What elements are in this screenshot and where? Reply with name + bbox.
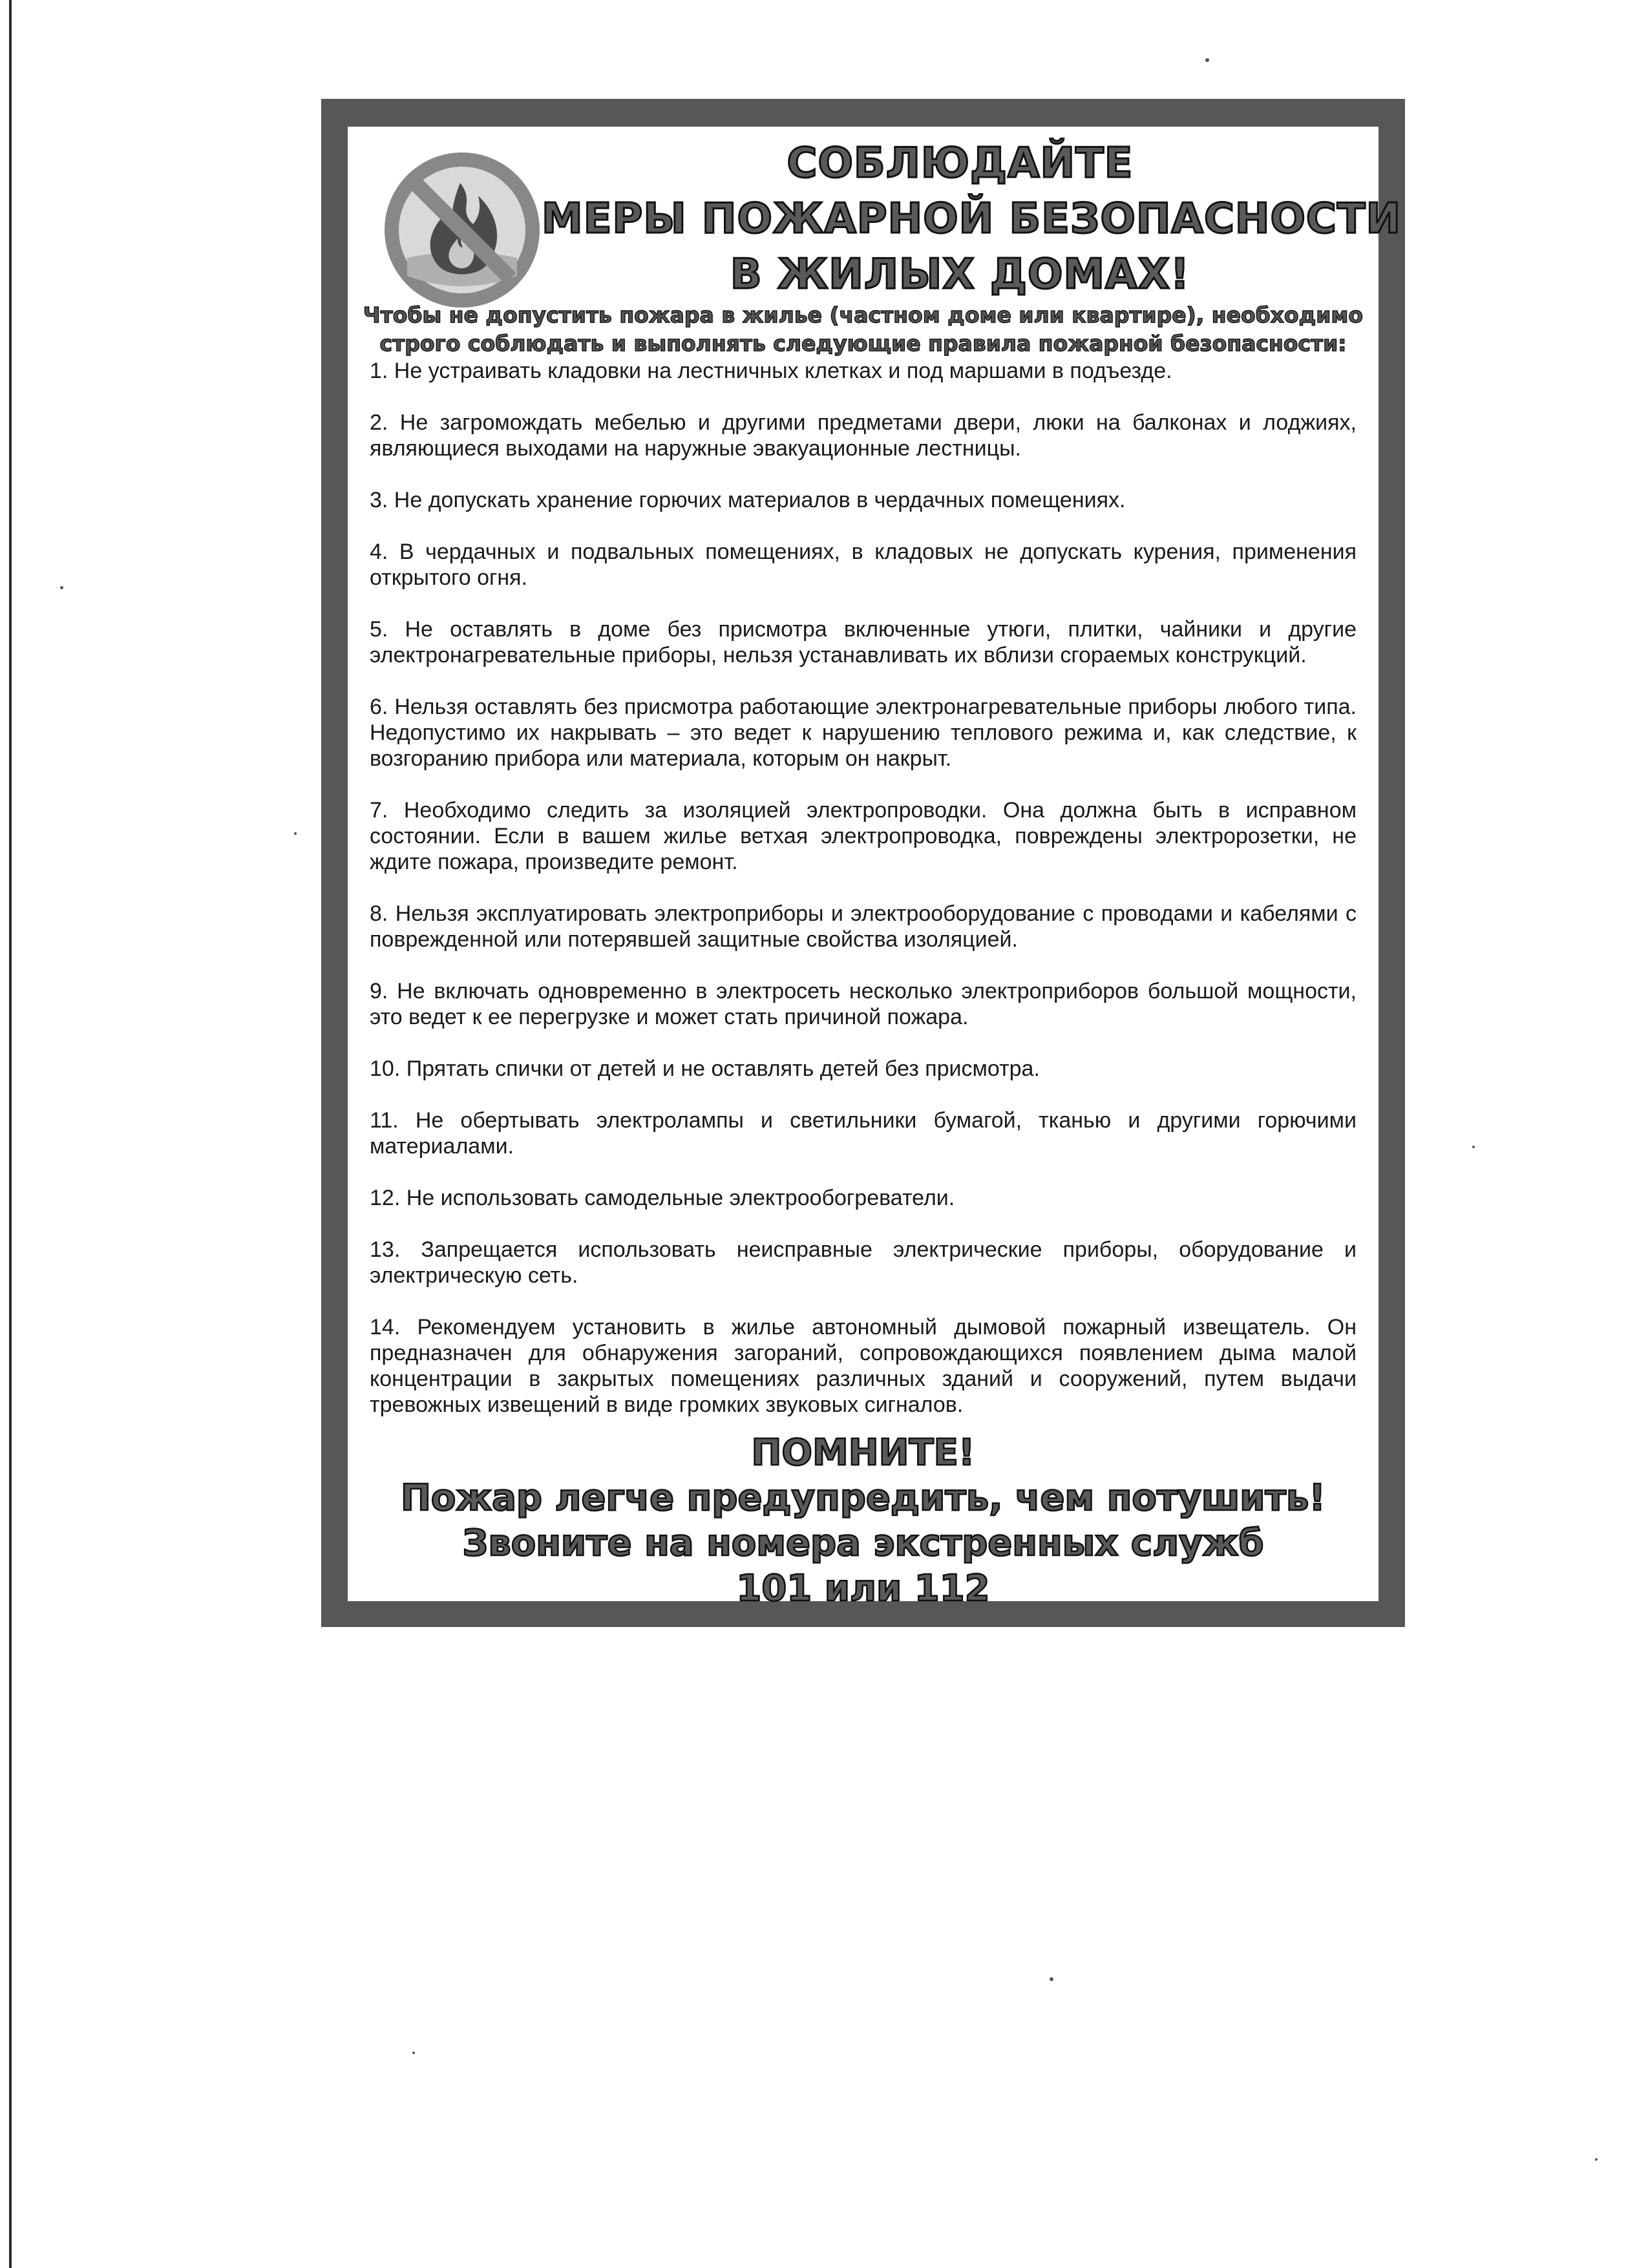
rule-item: 5. Не оставлять в доме без присмотра включенные утюги, плитки, чайники и другие электронагревательные приборы, нельзя устанавливать их вблизи сгораемых конструкций. bbox=[370, 617, 1357, 667]
intro-line: строго соблюдать и выполнять следующие правила пожарной безопасности: bbox=[379, 331, 1347, 356]
rule-item: 10. Прятать спички от детей и не оставлять детей без присмотра. bbox=[370, 1056, 1040, 1081]
scan-speck bbox=[294, 832, 297, 835]
rule-item: 8. Нельзя эксплуатировать электроприборы и электрооборудование с проводами и кабелями с поврежденной или потерявшей защитные свойства изоляцией. bbox=[370, 901, 1357, 952]
rule-item: 11. Не обертывать электролампы и светильники бумагой, тканью и другими горючими материалами. bbox=[370, 1108, 1357, 1159]
footer-line: Пожар легче предупредить, чем потушить! bbox=[401, 1477, 1326, 1519]
rule-item: 4. В чердачных и подвальных помещениях, в кладовых не допускать курения, применения открытого огня. bbox=[370, 540, 1357, 590]
rule-item: 3. Не допускать хранение горючих материалов в чердачных помещениях. bbox=[370, 488, 1126, 512]
scan-speck bbox=[1205, 58, 1209, 62]
rule-item: 2. Не загромождать мебелью и другими предметами двери, люки на балконах и лоджиях, являющиеся выходами на наружные эвакуационные лестницы. bbox=[370, 410, 1357, 461]
scan-edge-line bbox=[9, 0, 12, 2268]
rule-item: 1. Не устраивать кладовки на лестничных клетках и под маршами в подъезде. bbox=[370, 359, 1172, 383]
poster bbox=[348, 127, 1402, 1610]
rule-item: 13. Запрещается использовать неисправные электрические приборы, оборудование и электрическую сеть. bbox=[370, 1237, 1357, 1288]
footer-line: ПОМНИТЕ! bbox=[751, 1432, 975, 1474]
rule-item: 12. Не использовать самодельные электрообогреватели. bbox=[370, 1186, 955, 1210]
no-fire-icon bbox=[381, 149, 543, 311]
safety-rules-list bbox=[370, 358, 1357, 1444]
rule-item: 9. Не включать одновременно в электросеть несколько электроприборов большой мощности, это ведет к ее перегрузке и может стать причиной пожара. bbox=[370, 979, 1357, 1029]
scan-speck bbox=[1050, 1977, 1053, 1981]
intro-text bbox=[348, 301, 1379, 358]
scan-speck bbox=[412, 2052, 415, 2054]
rule-item: 7. Необходимо следить за изоляцией электропроводки. Она должна быть в исправном состоянии. Если в вашем жилье ветхая электропроводка, повреждены электророзетки, не ждите пожара, произведите ремонт. bbox=[370, 798, 1357, 874]
title-line: В ЖИЛЫХ ДОМАХ! bbox=[730, 251, 1190, 299]
title-line: МЕРЫ ПОЖАРНОЙ БЕЗОПАСНОСТИ bbox=[542, 195, 1402, 243]
emergency-numbers: 101 или 112 bbox=[736, 1568, 990, 1610]
scan-speck bbox=[1595, 2158, 1598, 2161]
rule-item: 14. Рекомендуем установить в жилье автономный дымовой пожарный извещатель. Он предназначен для обнаружения загораний, сопровождающихся появлением дыма малой концентрации в закрытых помещениях различных зданий и сооружений, путем выдачи тревожных извещений в виде громких звуковых сигналов. bbox=[370, 1315, 1357, 1417]
rule-item: 6. Нельзя оставлять без присмотра работающие электронагревательные приборы любого типа. Недопустимо их накрывать – это ведет к нарушению теплового режима и, как следствие, к возгоранию прибора или материала, которым он накрыт. bbox=[370, 695, 1357, 771]
poster-title bbox=[542, 136, 1402, 302]
poster-footer bbox=[348, 1431, 1379, 1612]
title-line: СОБЛЮДАЙТЕ bbox=[787, 140, 1134, 187]
intro-line: Чтобы не допустить пожара в жилье (частном доме или квартире), необходимо bbox=[363, 302, 1364, 328]
footer-line: Звоните на номера экстренных служб bbox=[462, 1522, 1264, 1564]
scan-speck bbox=[60, 586, 63, 589]
poster-frame bbox=[321, 99, 1405, 1627]
scan-speck bbox=[1472, 1146, 1475, 1148]
